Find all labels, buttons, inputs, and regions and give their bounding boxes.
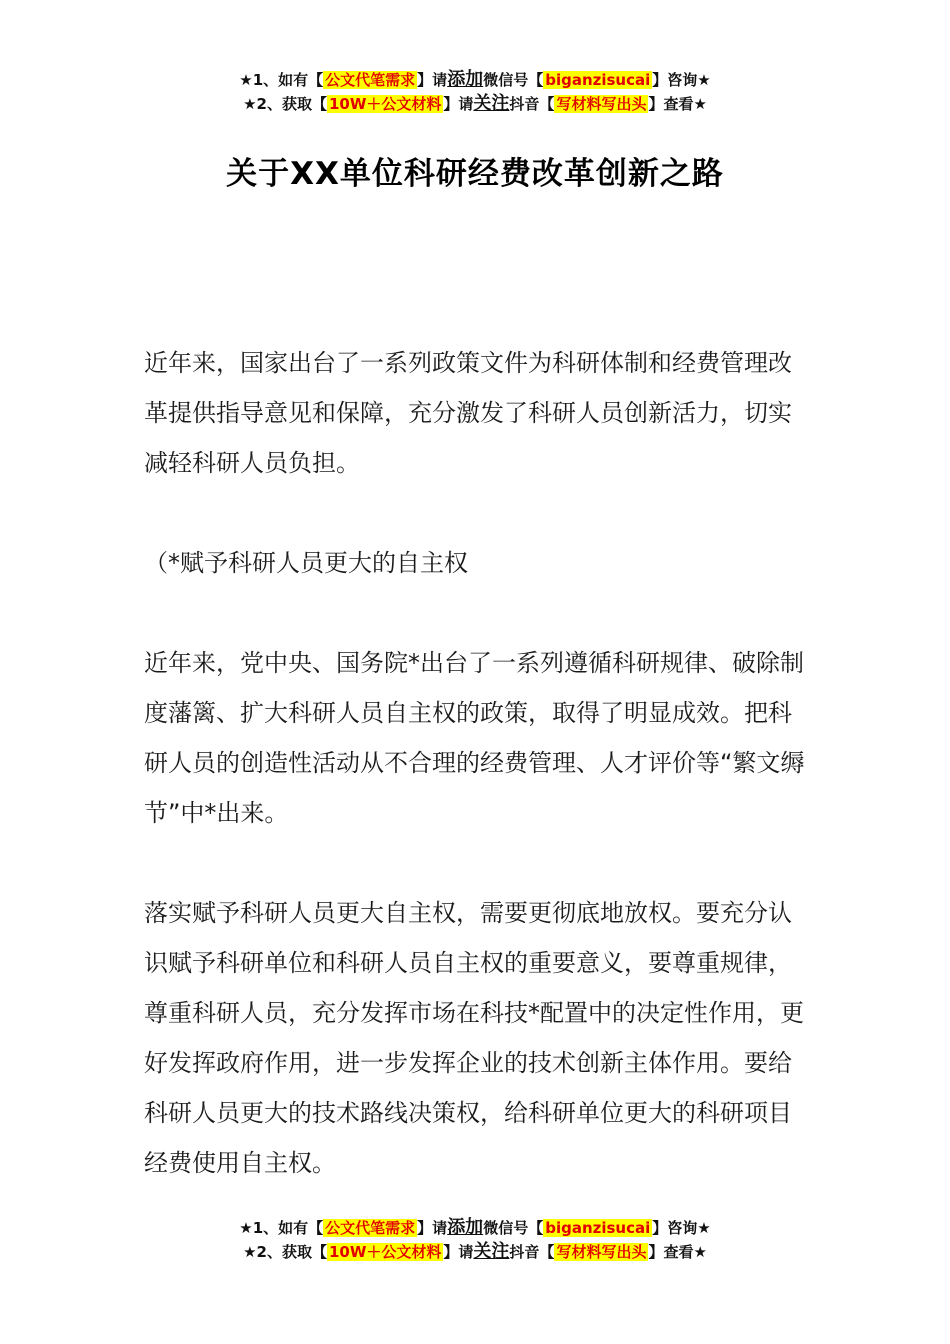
- banner-tag-douyin: 写材料写出头: [556, 1243, 647, 1261]
- document-body: [144, 338, 808, 1238]
- document-title: 关于XX单位科研经费改革创新之路: [226, 156, 724, 192]
- banner-line-2: ★2、获取【 10W＋公文材料 】请关注抖音【 写材料写出头 】查看★: [243, 1241, 707, 1262]
- banner-tag-wechat: biganzisucai: [545, 1219, 651, 1237]
- banner-tag-materials: 10W＋公文材料: [328, 95, 442, 113]
- banner-line-1: ★1、如有【 公文代笔需求 】请添加微信号【 biganzisucai 】咨询★: [239, 69, 711, 90]
- banner-tag-service: 公文代笔需求: [325, 71, 416, 89]
- paragraph-3: 落实赋予科研人员更大自主权，需要更彻底地放权。要充分认识赋予科研单位和科研人员自主权的重要意义，要尊重规律，尊重科研人员，充分发挥市场在科技*配置中的决定性作用，更好发挥政府作用，进一步发挥企业的技术创新主体作用。要给科研人员更大的技术路线决策权，给科研单位更大的科研项目经费使用自主权。: [144, 899, 804, 1177]
- banner-tag-wechat: biganzisucai: [545, 71, 651, 89]
- banner-line-2: ★2、获取【 10W＋公文材料 】请关注抖音【 写材料写出头 】查看★: [243, 93, 707, 114]
- banner-tag-materials: 10W＋公文材料: [328, 1243, 442, 1261]
- paragraph-intro: 近年来，国家出台了一系列政策文件为科研体制和经费管理改革提供指导意见和保障，充分激发了科研人员创新活力，切实减轻科研人员负担。: [144, 349, 792, 477]
- footer-banner: [0, 1216, 950, 1264]
- paragraph-2: 近年来，党中央、国务院*出台了一系列遵循科研规律、破除制度藩篱、扩大科研人员自主权的政策，取得了明显成效。把科研人员的创造性活动从不合理的经费管理、人才评价等“繁文缛节”中*出来。: [144, 649, 805, 827]
- banner-tag-douyin: 写材料写出头: [556, 95, 647, 113]
- banner-line-1: ★1、如有【 公文代笔需求 】请添加微信号【 biganzisucai 】咨询★: [239, 1217, 711, 1238]
- banner-tag-service: 公文代笔需求: [325, 1219, 416, 1237]
- section-heading: （*赋予科研人员更大的自主权: [144, 549, 468, 577]
- header-banner: [0, 68, 950, 116]
